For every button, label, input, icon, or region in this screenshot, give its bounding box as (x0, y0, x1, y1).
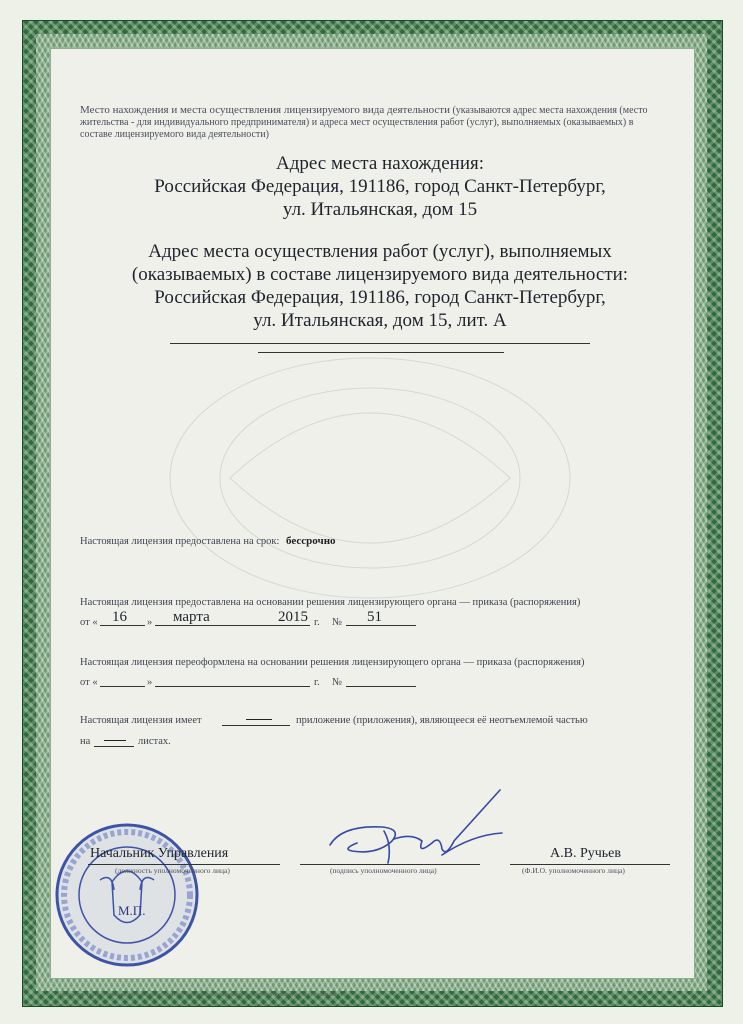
signer-position: Начальник Управления (90, 846, 229, 861)
appendix-on: на (80, 736, 91, 747)
address-work-line3: Российская Федерация, 191186, город Санкт-Петербург, (154, 287, 606, 308)
term-label: Настоящая лицензия предоставлена на срок: (80, 536, 280, 547)
granted-close-quote: » (147, 617, 153, 628)
reissued-year-suffix: г. (314, 677, 320, 688)
appendix-text2: приложение (приложения), являющееся её неотъемлемой частью (296, 715, 588, 726)
reissued-day-line (100, 686, 145, 687)
signer-position-line (88, 864, 280, 865)
signature-line (300, 864, 480, 865)
granted-number: 51 (367, 609, 382, 625)
signer-position-caption: (должность уполномоченного лица) (115, 866, 230, 875)
header-lead: Место нахождения и места осуществления лицензируемого вида деятельности (80, 104, 450, 116)
address-work-line4: ул. Итальянская, дом 15, лит. А (253, 310, 507, 331)
reissued-no: № (332, 677, 343, 688)
appendix-text1: Настоящая лицензия имеет (80, 715, 202, 726)
term-row (80, 535, 336, 547)
signer-name-caption: (Ф.И.О. уполномоченного лица) (522, 866, 625, 875)
term-value: бессрочно (286, 535, 336, 547)
granted-date-line (155, 625, 310, 626)
signer-name: А.В. Ручьев (550, 846, 621, 861)
address-work-line1: Адрес места осуществления работ (услуг), выполняемых (148, 241, 612, 262)
reissued-close-quote: » (147, 677, 153, 688)
stamp-mark: М.П. (118, 903, 146, 918)
address-work (110, 240, 650, 332)
granted-year: 2015 (278, 609, 308, 625)
granted-year-suffix: г. (314, 617, 320, 628)
reissued-date-line (155, 686, 310, 687)
appendix-sheets: листах. (138, 736, 171, 747)
granted-no: № (332, 617, 343, 628)
address-work-line2: (оказываемых) в составе лицензируемого вида деятельности: (131, 264, 629, 285)
official-seal-stamp (52, 820, 202, 970)
address-underline-1 (170, 343, 590, 344)
reissued-number-line (346, 686, 416, 687)
granted-day-line (100, 625, 145, 626)
header-note: (указываются адрес места нахождения (место жительства - для индивидуального предпринимателя) и адреса мест осуществления работ (услуг), выполняемых (оказываемых) в составе лицензируемого вида деятельности) (80, 105, 648, 140)
granted-month: марта (173, 609, 210, 625)
granted-label: Настоящая лицензия предоставлена на основании решения лицензирующего органа — приказа (распоряжения) (80, 597, 581, 608)
signature-caption: (подпись уполномоченного лица) (330, 866, 437, 875)
appendix-count-line (222, 725, 290, 726)
address-location (110, 152, 650, 221)
address-underline-2 (258, 352, 504, 353)
address-location-title: Адрес места нахождения: (275, 153, 485, 174)
granted-from: от « (80, 617, 98, 628)
signer-name-line (510, 864, 670, 865)
granted-day: 16 (112, 609, 127, 625)
appendix-sheets-line (94, 746, 134, 747)
reissued-label: Настоящая лицензия переоформлена на основании решения лицензирующего органа — приказа (распоряжения) (80, 657, 585, 668)
header-instructions (80, 104, 658, 141)
address-location-line3: ул. Итальянская, дом 15 (282, 199, 478, 220)
appendix-sheets-dash (104, 740, 126, 741)
granted-number-line (346, 625, 416, 626)
address-location-line2: Российская Федерация, 191186, город Санкт-Петербург, (154, 176, 606, 197)
appendix-dash (246, 719, 272, 720)
reissued-from: от « (80, 677, 98, 688)
printer-footer: ООО «ОПЕЧ-СПб» — Москва, 2013, тел. (495) 726-47-42, www.opech.ru; Лицензия № 05-05-09/003 ФНС РФ, ТЗ № 1 от 14.04.2011 г. (60, 993, 344, 998)
